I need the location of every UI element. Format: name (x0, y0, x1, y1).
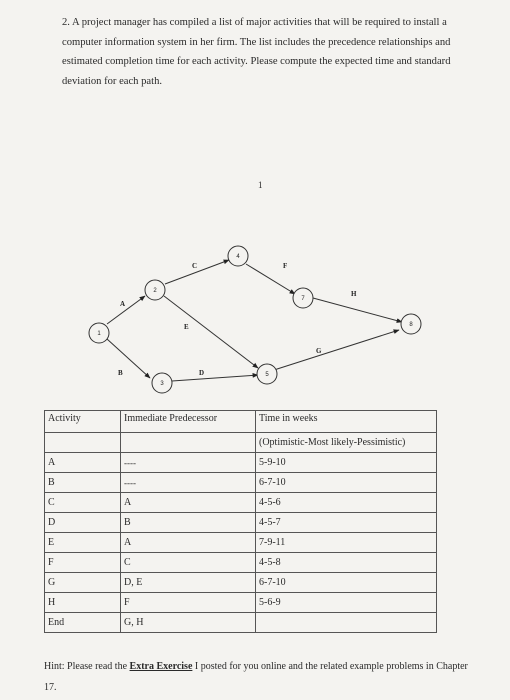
cell-time (256, 613, 437, 633)
edge-g-line (274, 330, 399, 370)
extra-exercise-link: Extra Exercise (129, 661, 193, 672)
edge-label-f: F (283, 262, 288, 270)
cell-activity: E (45, 533, 121, 553)
table-row (45, 513, 437, 533)
cell-activity: F (45, 553, 121, 573)
table-row (45, 533, 437, 553)
table-row (45, 613, 437, 633)
edge-e-line (164, 296, 258, 368)
cell-time: 4-5-7 (256, 513, 437, 533)
node-label-3: 3 (160, 381, 164, 387)
edge-label-a: A (120, 300, 126, 308)
edge-b-line (107, 339, 150, 378)
cell-time: 4-5-6 (256, 493, 437, 513)
edge-label-b: B (118, 369, 123, 377)
activity-table (44, 410, 437, 633)
table-row (45, 573, 437, 593)
cell-predecessor: ---- (121, 473, 256, 493)
cell-predecessor: G, H (121, 613, 256, 633)
table-subheader-row (45, 433, 437, 453)
table-row (45, 473, 437, 493)
cell-activity: B (45, 473, 121, 493)
cell-activity: A (45, 453, 121, 473)
cell-time: 5-6-9 (256, 593, 437, 613)
header-time: Time in weeks (256, 411, 437, 433)
node-label-8: 8 (409, 322, 413, 328)
edge-label-d: D (199, 369, 205, 377)
node-label-5: 5 (265, 372, 269, 378)
table-header-row (45, 411, 437, 433)
cell-time: 5-9-10 (256, 453, 437, 473)
header-activity: Activity (45, 411, 121, 433)
node-label-7: 7 (301, 296, 305, 302)
edge-f-line (246, 264, 295, 294)
cell-predecessor: ---- (121, 453, 256, 473)
hint-suffix: I posted for you online and the related example problems in Chapter 17. (44, 661, 468, 693)
node-label-2: 2 (153, 288, 157, 294)
table-row (45, 593, 437, 613)
header-predecessor: Immediate Predecessor (121, 411, 256, 433)
node-label-1: 1 (97, 331, 101, 337)
edge-a-line (107, 296, 145, 324)
cell-activity: D (45, 513, 121, 533)
cell-time: 6-7-10 (256, 473, 437, 493)
cell-activity: C (45, 493, 121, 513)
cell-activity: G (45, 573, 121, 593)
cell-predecessor: B (121, 513, 256, 533)
header-activity-blank (45, 433, 121, 453)
cell-activity: H (45, 593, 121, 613)
cell-predecessor: C (121, 553, 256, 573)
cell-time: 7-9-11 (256, 533, 437, 553)
header-time-sub: (Optimistic-Most likely-Pessimistic) (256, 433, 437, 453)
edge-h-line (313, 298, 402, 322)
edge-label-g: G (316, 347, 322, 355)
table-row (45, 493, 437, 513)
edge-label-h: H (351, 290, 357, 298)
cell-predecessor: F (121, 593, 256, 613)
edge-d-line (172, 375, 258, 381)
cell-predecessor: D, E (121, 573, 256, 593)
cell-predecessor: A (121, 493, 256, 513)
table-row (45, 453, 437, 473)
hint-prefix: Hint: Please read the (44, 661, 130, 672)
node-label-4: 4 (236, 254, 240, 260)
cell-time: 4-5-8 (256, 553, 437, 573)
hint-text (44, 656, 474, 698)
header-predecessor-blank (121, 433, 256, 453)
page-number: 1 (258, 180, 263, 190)
cell-predecessor: A (121, 533, 256, 553)
question-text: 2. A project manager has compiled a list of major activities that will be required to install a computer information system in her firm. The list includes the precedence relationships and estimated completion time for each activity. Please compute the expected time and standard deviation for each path. (62, 17, 451, 87)
table-row (45, 553, 437, 573)
cell-time: 6-7-10 (256, 573, 437, 593)
edge-label-c: C (192, 262, 198, 270)
cell-activity: End (45, 613, 121, 633)
edge-label-e: E (184, 323, 189, 331)
